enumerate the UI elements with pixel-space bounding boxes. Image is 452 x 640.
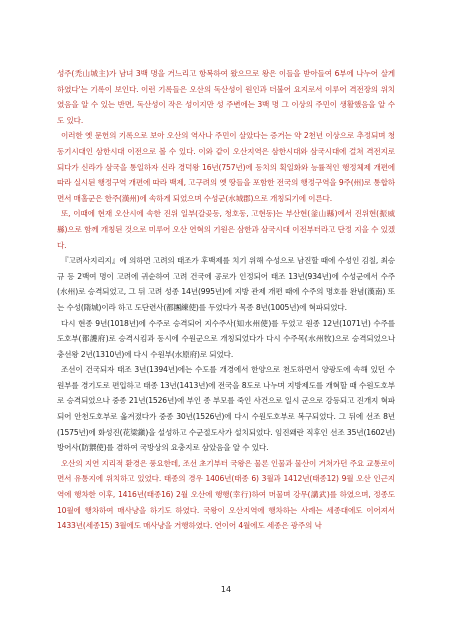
text-segment: 성주(禿山城主)가 남녀 3백 명을 거느리고 항복하여 왔으므로 왕은 이들을 받아들여 6부에 나누어 살게 하였다'는 기록이 보인다. 이런 기록들은 오산의 독산성이 원인과 더불어 요지로서 이루어 격전장의 위치였음을 알 수 있는 반면, 독산성이 작은 성이지만 성 주변에는 3백 명 그 이상의 주민이 생활했음을 알 수도 있다. [57, 69, 395, 125]
text-segment: 이러한 옛 문헌의 기록으로 보아 오산의 역사나 주민이 살았다는 증거는 약 2천년 이상으로 추정되며 청동기시대인 삼한시대 이전으로 볼 수 있다. 이와 같이 오산지역은 삼한시대와 삼국시대에 걸쳐 격전지로 되다가 신라가 삼국을 통일하자 신라 경덕왕 16년(757년)에 동치의 획일화와 능률적인 행정체제 개편에 따라 실시된 행정구역 개편에 따라 백제, 고구려의 옛 땅들을 포함한 전국의 행정구역을 9주(州)로 통합하면서 매홀군은 한주(漢州)에 속하게 되었으며 수성군(水城郡)으로 개칭되기에 이른다. [57, 131, 395, 203]
text-segment: 다시 현종 9년(1018년)에 수주로 승격되어 지수주사(知水州使)를 두었고 원종 12년(1071년) 수주를 도호부(都護府)로 승격시킴과 동시에 수원군으로 개칭되었다가 다시 수주목(水州牧)으로 승격되었으나 충선왕 2년(1310년)에 다시 수원부(水原府)로 되었다. [57, 318, 395, 359]
text-segment: 또, 이때에 현재 오산시에 속한 진위 일부(갈곶동, 청호동, 고현동)는 부산현(釜山縣)에서 진위현(振威縣)으로 함께 개칭된 것으로 미루어 오산 연혁의 기원은 삼한과 삼국시대 이전부터라고 단정 지을 수 있겠다. [57, 209, 395, 250]
paragraph [57, 253, 395, 315]
body-text [57, 66, 395, 534]
paragraph [57, 128, 395, 206]
paragraph [57, 66, 395, 128]
text-segment: 『고려사지리지』에 의하면 고려의 태조가 후백제를 치기 위해 수성으로 남진할 때에 수성인 김칠, 최승규 등 2백여 명이 고려에 귀순하여 고려 건국에 공로가 인정되어 태조 13년(934년)에 수성군에서 수주(水州)로 승격되었고, 그 뒤 고려 성종 14년(995년)에 지방 관제 개편 때에 수주의 명호를 완념(漢南) 또는 수성(隋城)이라 하고 도단련사(都團練使)를 두었다가 목종 8년(1005년)에 혁파되었다. [57, 256, 395, 312]
paragraph [57, 362, 395, 456]
paragraph [57, 206, 395, 253]
text-segment: 오산의 지연 지리적 환경은 풍요한데, 조선 초기부터 국왕은 물론 인물과 물산이 거쳐가던 주요 교통로이면서 유통지에 위치하고 있었다. 태종의 경우 1406년(태종 6) 3월과 1412년(태종12) 9월 오산 인근지역에 행차한 이후, 1416년(태종16) 2월 오산에 행행(幸行)하여 머물며 강무(講武)를 하였으며, 정종도 10월에 행차하여 매사냥을 하기도 하였다. 국왕이 오산지역에 행차하는 사례는 세종대에도 이어져서 1433년(세종15) 3월에도 매사냥을 거행하였다. 연이어 4월에도 세종은 광주의 낙 [57, 458, 395, 531]
paragraph [57, 316, 395, 363]
text-segment: 조선이 건국되자 태조 3년(1394년)에는 수도를 개경에서 한양으로 천도하면서 양광도에 속해 있던 수원부를 경기도로 편입하고 태종 13년(1413년)에 전국을 8도로 나누며 지방제도를 개혁할 때 수원도호부로 승격되었으나 중종 21년(1526년)에 부인 종 부모를 죽인 사건으로 일시 군으로 강등되고 진개지 혁파되어 안천도호부로 옮겨졌다가 중종 30년(1526년)에 다시 수원도호부로 복구되었다. 그 뒤에 선조 8년(1575년)에 화성진(花梁鎭)을 설성하고 수군절도사가 설치되었다. 임진왜란 직후인 선조 35년(1602년) 방어사(防禦使)를 겸하여 국방상의 요충지로 삼았음을 알 수 있다. [57, 365, 395, 453]
page-number: 14 [220, 585, 232, 594]
paragraph [57, 456, 395, 534]
